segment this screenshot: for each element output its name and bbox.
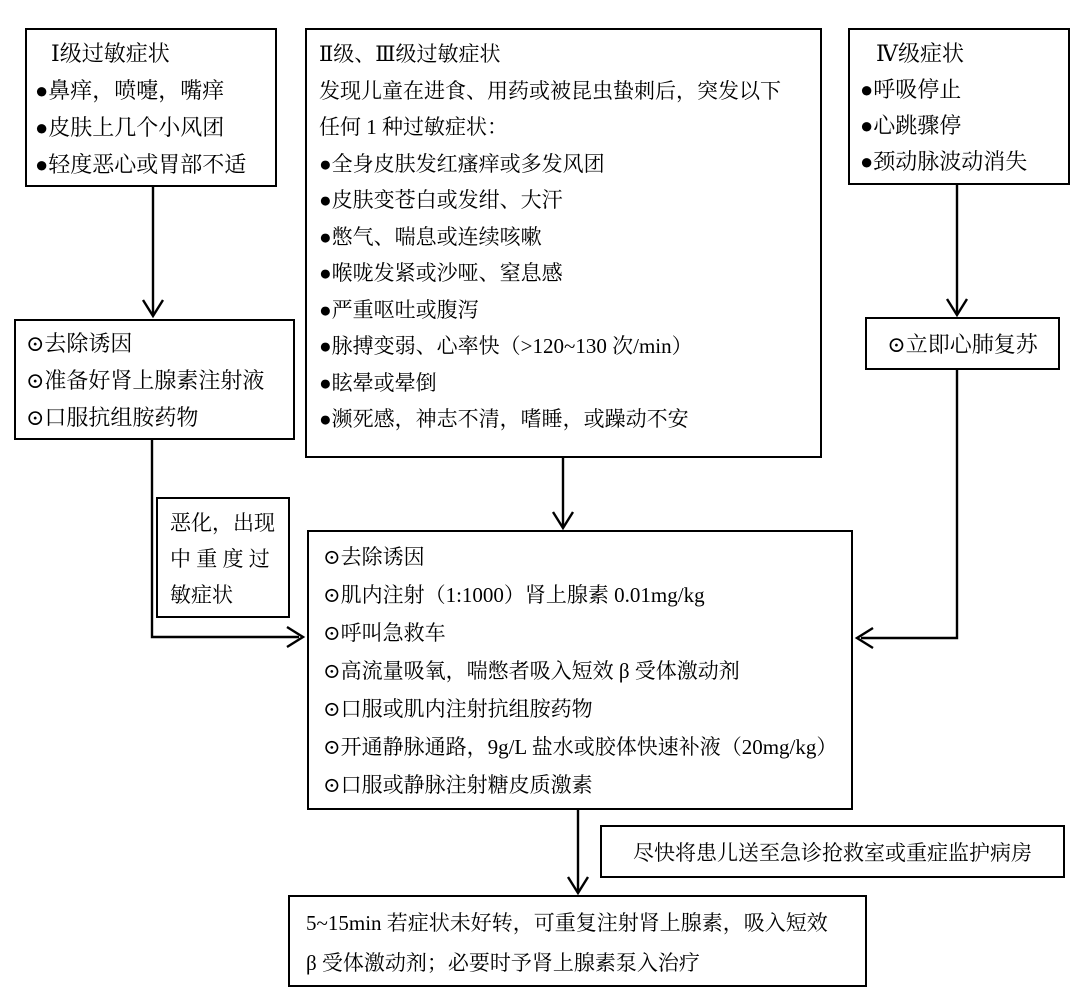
symptom-item: ●颈动脉波动消失 (860, 149, 1028, 174)
level4-title: Ⅳ级症状 (876, 41, 964, 66)
level23-symptoms-box (305, 28, 822, 458)
level23-intro-line: 发现儿童在进食、用药或被昆虫蛰刺后，突发以下 (319, 78, 781, 103)
action-item: ⊙开通静脉通路，9g/L 盐水或胶体快速补液（20mg/kg） (323, 735, 838, 759)
worsening-text-line: 中 重 度 过 (170, 547, 270, 571)
arrow-cpr-to-severe (861, 370, 957, 638)
action-item: ⊙去除诱因 (26, 331, 133, 356)
level4-symptoms-box (848, 28, 1070, 185)
repeat-text-line: β 受体激动剂；必要时予肾上腺素泵入治疗 (306, 951, 700, 975)
symptom-item: ●皮肤变苍白或发绀、大汗 (319, 188, 563, 212)
action-item: ⊙去除诱因 (323, 545, 425, 569)
mild-actions-box (14, 319, 295, 440)
action-item: ⊙口服抗组胺药物 (26, 405, 199, 430)
symptom-item: ●喉咙发紧或沙哑、窒息感 (319, 261, 563, 285)
worsening-text-line: 恶化，出现 (170, 511, 275, 535)
action-item: ⊙口服或肌内注射抗组胺药物 (323, 697, 593, 721)
symptom-item: ●憋气、喘息或连续咳嗽 (319, 224, 542, 249)
action-item: ⊙呼叫急救车 (323, 621, 446, 645)
action-item: ⊙立即心肺复苏 (887, 332, 1038, 357)
symptom-item: ●濒死感，神志不清，嗜睡，或躁动不安 (319, 407, 689, 431)
repeat-treatment-box (288, 895, 867, 987)
cpr-action-box (865, 317, 1060, 370)
action-item: ⊙准备好肾上腺素注射液 (26, 368, 265, 393)
action-item: ⊙肌内注射（1:1000）肾上腺素 0.01mg/kg (323, 583, 705, 607)
worsening-text-line: 敏症状 (170, 583, 233, 607)
level1-title: Ⅰ级过敏症状 (51, 41, 170, 66)
symptom-item: ●脉搏变弱、心率快（>120~130 次/min） (319, 334, 693, 358)
er-transfer-text: 尽快将患儿送至急诊抢救室或重症监护病房 (633, 840, 1032, 865)
symptom-item: ●眩晕或晕倒 (319, 370, 437, 395)
repeat-text-line: 5~15min 若症状未好转，可重复注射肾上腺素，吸入短效 (306, 911, 828, 935)
action-item: ⊙口服或静脉注射糖皮质激素 (323, 773, 593, 797)
level23-title: Ⅱ级、Ⅲ级过敏症状 (319, 42, 501, 66)
symptom-item: ●轻度恶心或胃部不适 (35, 152, 247, 177)
level1-symptoms-box (25, 28, 277, 187)
symptom-item: ●全身皮肤发红瘙痒或多发风团 (319, 151, 605, 176)
action-item: ⊙高流量吸氧，喘憋者吸入短效 β 受体激动剂 (323, 659, 740, 683)
symptom-item: ●呼吸停止 (860, 77, 962, 102)
er-transfer-box (600, 825, 1065, 878)
symptom-item: ●心跳骤停 (860, 113, 962, 138)
symptom-item: ●皮肤上几个小风团 (35, 115, 225, 140)
symptom-item: ●鼻痒，喷嚏，嘴痒 (35, 78, 225, 103)
symptom-item: ●严重呕吐或腹泻 (319, 297, 479, 322)
worsening-label-box (156, 497, 290, 618)
level23-intro-line: 任何 1 种过敏症状： (319, 115, 508, 139)
severe-actions-box (307, 530, 853, 810)
